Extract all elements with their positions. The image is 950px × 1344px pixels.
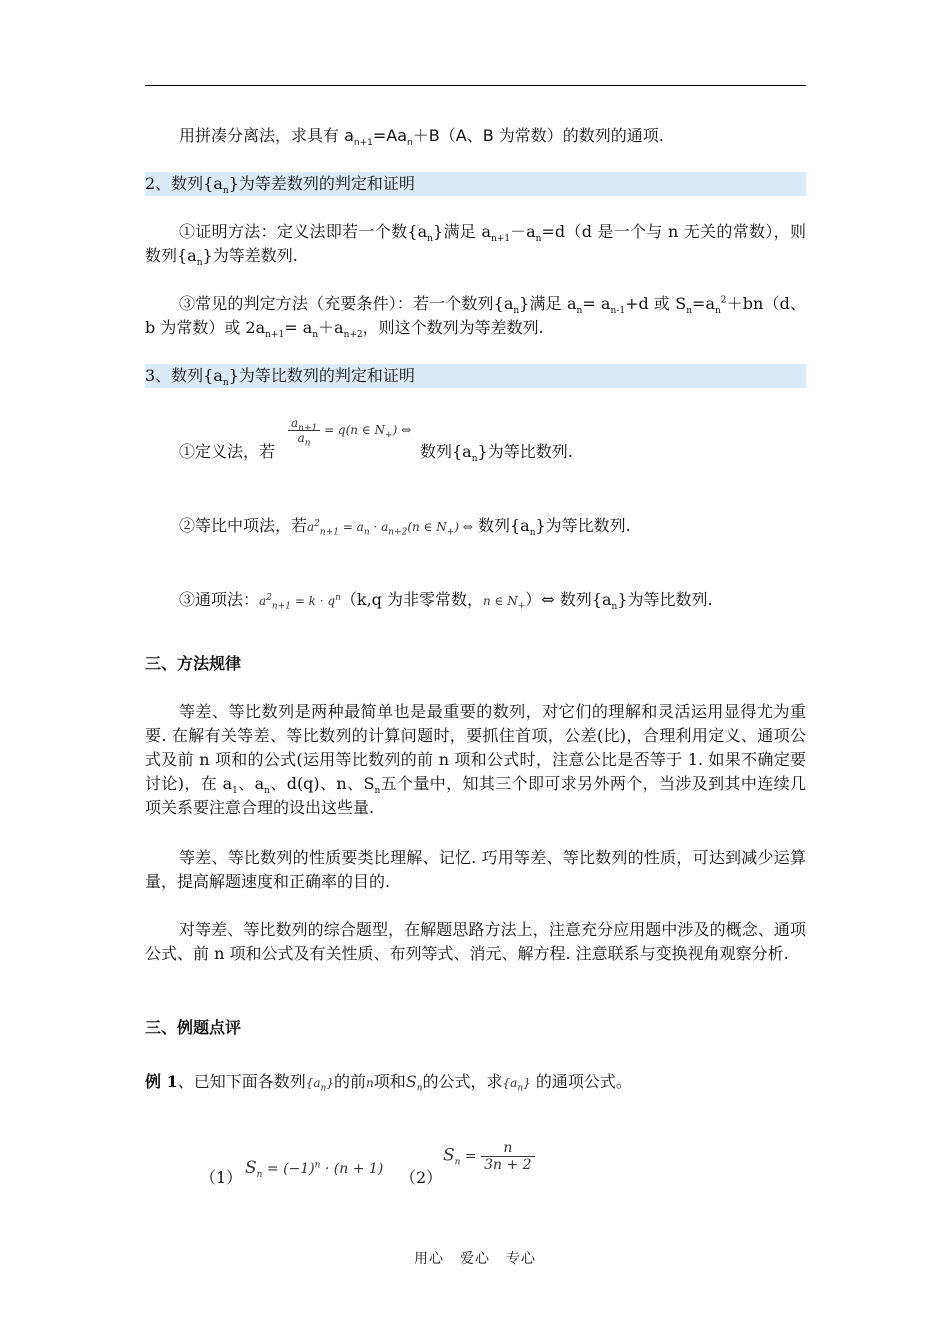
- definition-formula: $\frac{a_{n+1}}{a_n}$ = q(n ∈ $N_+$) ⇔: [288, 416, 418, 445]
- header-rule: [145, 85, 806, 86]
- method-paragraph-1: 等差、等比数列是两种最简单也是最重要的数列，对它们的理解和灵活运用显得尤为重要. 在解有关等差、等比数列的计算问题时，要抓住首项，公差(比)，合理利用定义、通项公式及前 n 项和的公式(运用等比数列的前 n 项和公式时，注意公比是否等于 1. 如果不确定要讨论)，在 $a_1$、$a_n$、d(q)、n、$S_n$五个量中，知其三个即可求另外两个，当涉及到其中连续几项关系要注意合理的设出这些量.: [145, 702, 806, 817]
- section-2-heading: 2、数列$\{a_n\}$为等差数列的判定和证明: [145, 172, 806, 196]
- definition-conclusion: 数列$\{a_n\}$为等比数列.: [420, 442, 573, 465]
- section-2-proof-paragraph: ①证明方法：定义法即若一个数$\{a_n\}$满足 $a_{n+1}-a_n=d(d$ 是一个与 n 无关的常数），则数列$\{a_n\}$为等差数列.: [145, 222, 806, 269]
- definition-method-line: ①定义法，若: [179, 442, 276, 461]
- page-footer: 用心 爱心 专心: [414, 1251, 536, 1267]
- natural-number-condition: n ∈ $N_+$: [483, 594, 526, 612]
- intro-paragraph: 用拼凑分离法，求具有 $a_{n+1}=Aa_n+B(A$、B 为常数）的数列的通项.: [179, 126, 664, 149]
- sequence-symbol: $\{a_n\}$: [305, 1076, 334, 1094]
- method-heading: 三、方法规律: [145, 654, 242, 673]
- section-3-heading: 3、数列$\{a_n\}$为等比数列的判定和证明: [145, 364, 806, 388]
- method-paragraph-3: 对等差、等比数列的综合题型，在解题思路方法上，注意充分应用题中涉及的概念、通项公式、前 n 项和公式及有关性质、布列等式、消元、解方程. 注意联系与变换视角观察分析.: [145, 920, 806, 963]
- general-term-formula: $a^2_{n+1} = k \cdot q^n$: [259, 593, 341, 612]
- example-1-part-2: （2）: [400, 1168, 443, 1187]
- ratio-fraction: $\frac{a_{n+1}}{a_n}$: [288, 416, 320, 445]
- sequence-symbol-2: $\{a_n\}$: [502, 1076, 531, 1094]
- section-2-criteria-paragraph: ③常见的判定方法（充要条件）：若一个数列$\{a_n\}$满足 $a_n= a_{n-1}+d$ 或 $S_n=a_n^2+bn(d$、b 为常数）或 $2a_{n+1}= a_n+a_{n+2}$，则这个数列为等差数列.: [145, 294, 806, 341]
- example-1-part-1: （1）: [200, 1168, 243, 1187]
- examples-heading: 三、例题点评: [145, 1018, 242, 1037]
- geometric-mean-line: ②等比中项法，若$a^2_{n+1} = a_n \cdot a_{n+2}(n$ ∈ $N_+$) ⇔ 数列$\{a_n\}$为等比数列.: [179, 516, 631, 539]
- part-2-fraction: $\frac{n}{3n + 2}$: [481, 1140, 534, 1173]
- part-1-formula: $S_n = (-1)^n \cdot (n + 1)$: [245, 1158, 384, 1180]
- part-2-formula: $S_n$ = $\frac{n}{3n + 2}$: [443, 1140, 535, 1173]
- example-1-statement: 例 1、已知下面各数列$\{a_n\}$的前n项和$S_n$的公式，求$\{a_n\}$ 的通项公式。: [145, 1072, 632, 1094]
- geometric-mean-formula: $a^2_{n+1} = a_n \cdot a_{n+2}(n$ ∈ $N_+$) ⇔: [307, 519, 473, 538]
- sum-symbol: $S_n$: [405, 1072, 423, 1094]
- method-paragraph-2: 等差、等比数列的性质要类比理解、记忆. 巧用等差、等比数列的性质，可达到减少运算量，提高解题速度和正确率的目的.: [145, 848, 806, 891]
- general-term-line: ③通项法：$a^2_{n+1} = k \cdot q^n(k,q$ 为非零常数，n ∈ $N_+)\Leftrightarrow$ 数列$\{a_n\}$为等比数列.: [179, 590, 713, 613]
